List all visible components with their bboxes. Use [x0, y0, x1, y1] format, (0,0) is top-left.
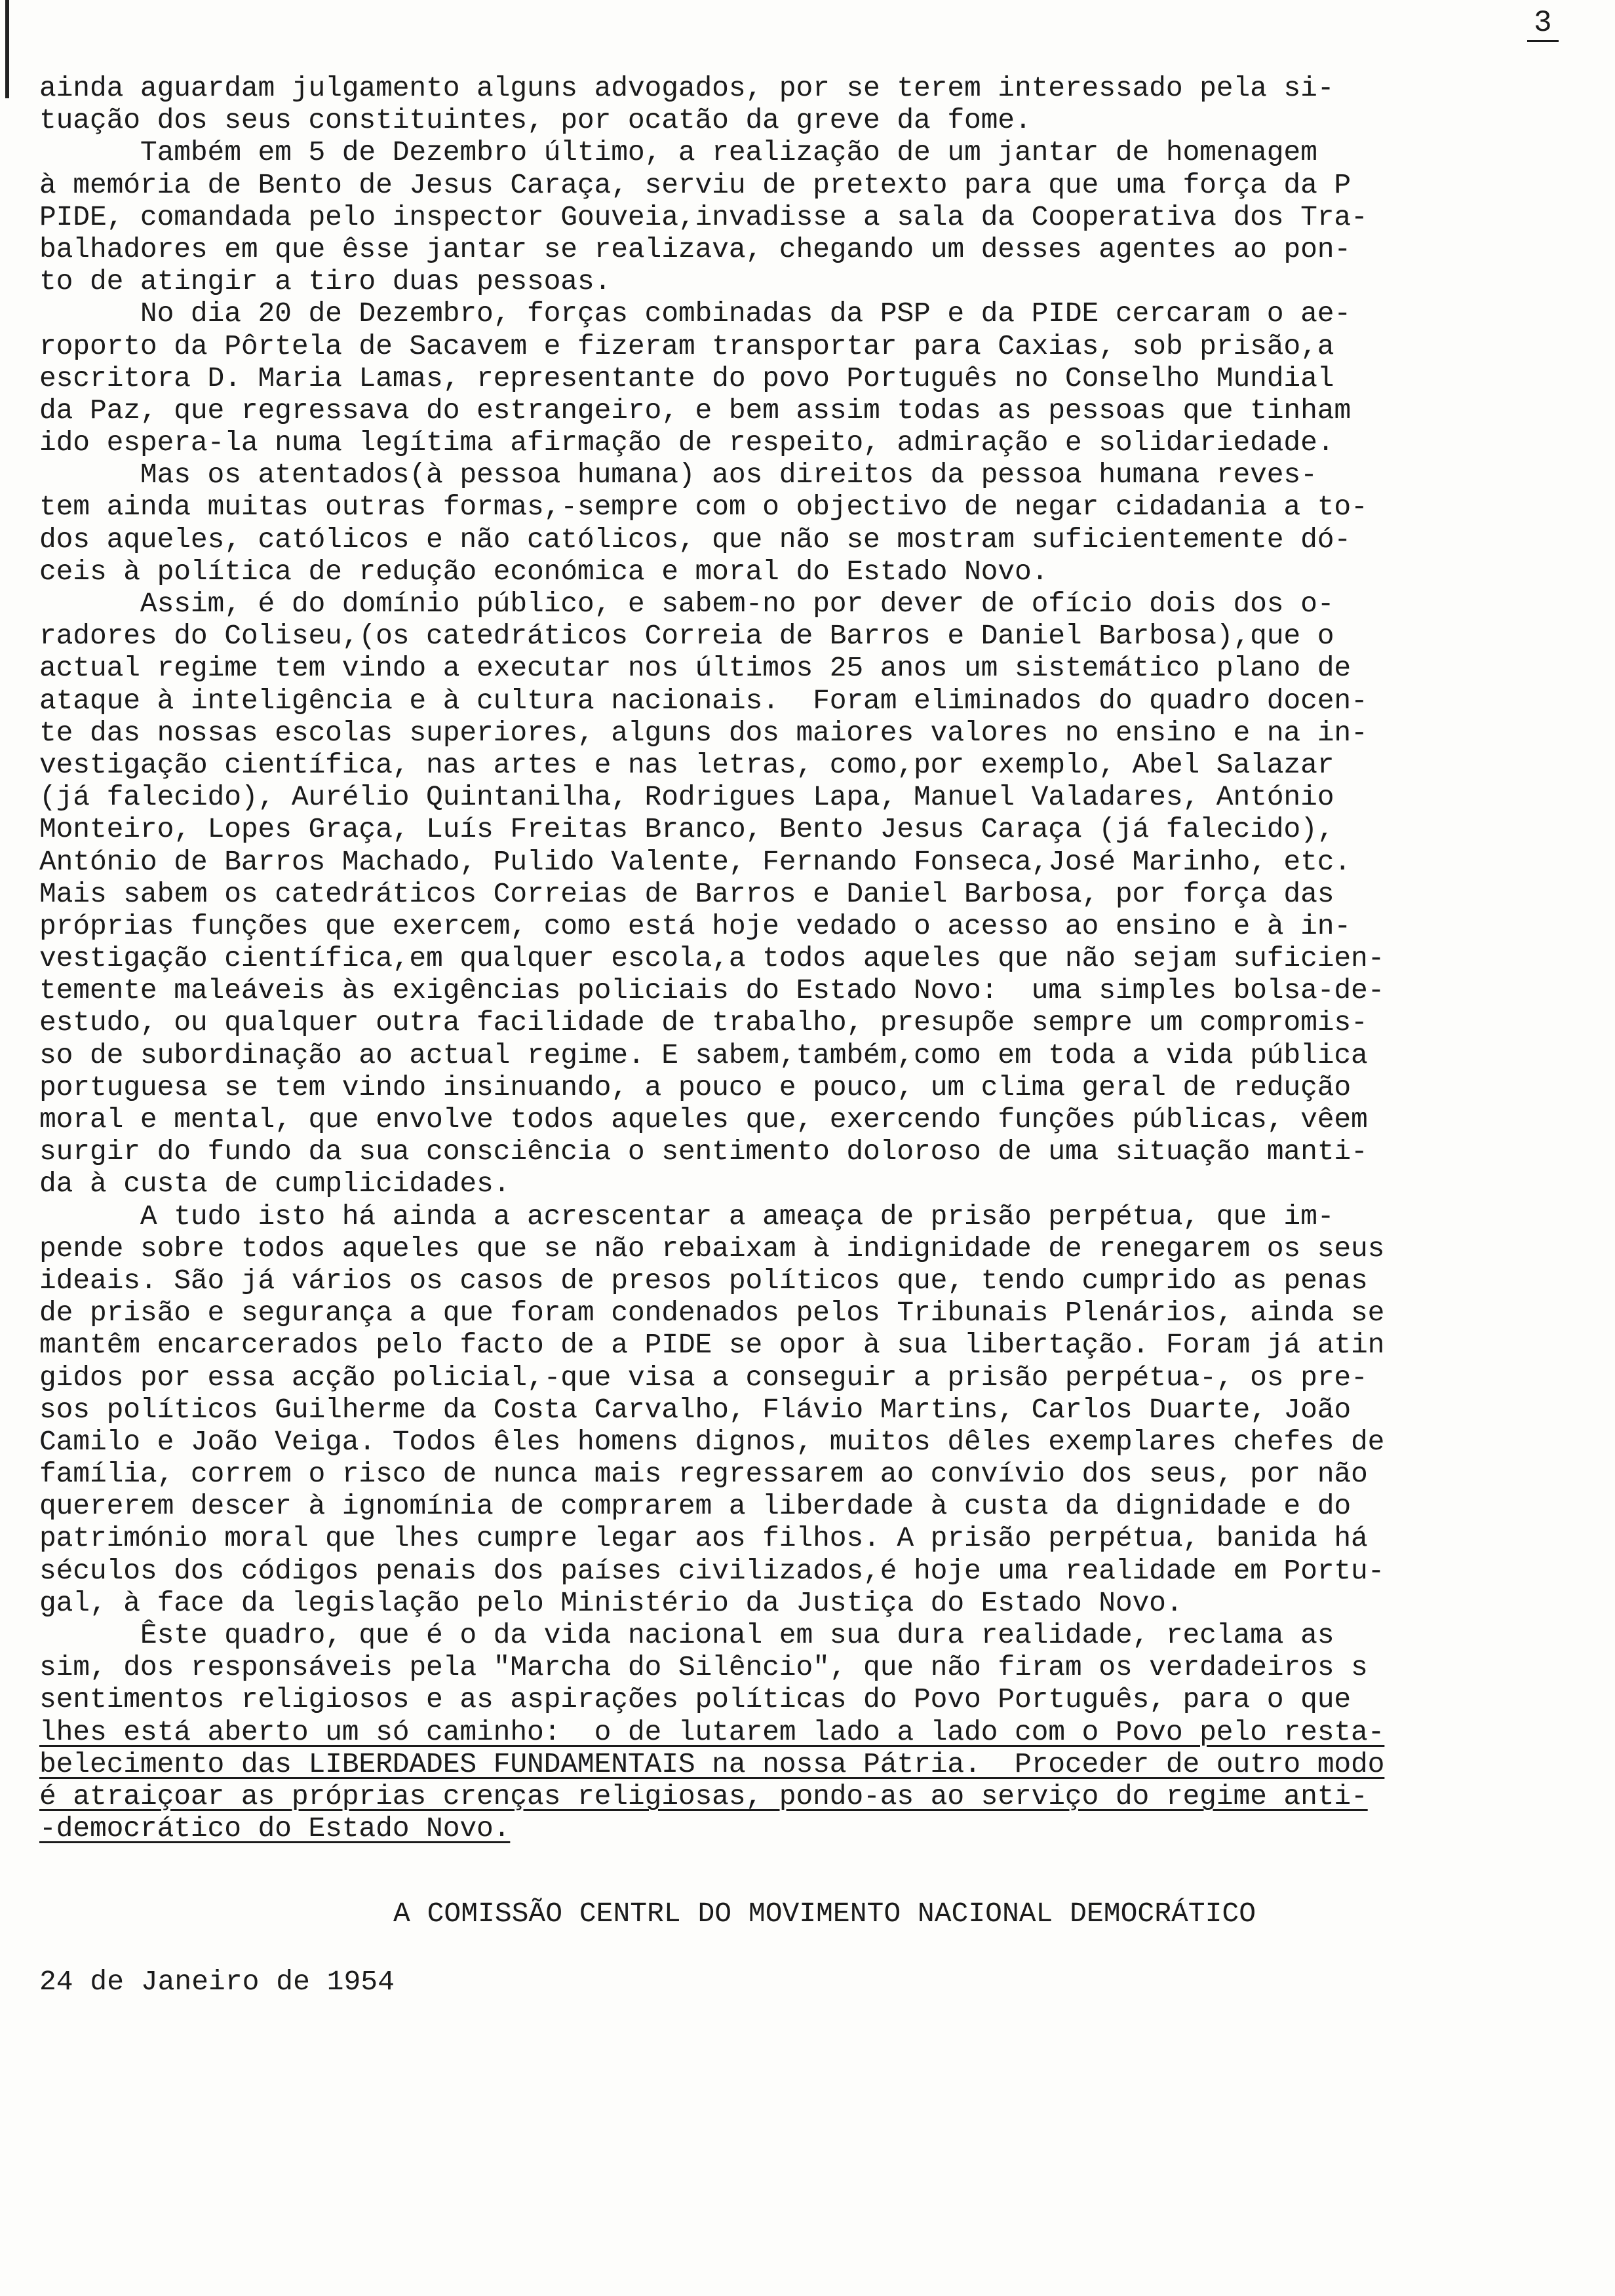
text-line: mantêm encarcerados pelo facto de a PIDE se opor à sua libertação. Foram já atin — [39, 1329, 1385, 1362]
text-line: temente maleáveis às exigências policiais do Estado Novo: uma simples bolsa-de- — [39, 974, 1385, 1007]
text-line: -democrático do Estado Novo. — [39, 1812, 511, 1845]
signature: A COMISSÃO CENTRL DO MOVIMENTO NACIONAL DEMOCRÁTICO — [393, 1898, 1256, 1930]
text-line: belecimento das LIBERDADES FUNDAMENTAIS na nossa Pátria. Proceder de outro modo — [39, 1748, 1385, 1780]
text-line: ceis à política de redução económica e moral do Estado Novo. — [39, 555, 1049, 588]
text-line: balhadores em que êsse jantar se realizava, chegando um desses agentes ao pon- — [39, 233, 1352, 265]
text-line: património moral que lhes cumpre legar aos filhos. A prisão perpétua, banida há — [39, 1522, 1368, 1555]
text-line: ainda aguardam julgamento alguns advogados, por se terem interessado pela si- — [39, 72, 1334, 104]
text-line: quererem descer à ignomínia de comprarem a liberdade à custa da dignidade e do — [39, 1490, 1352, 1523]
text-line: radores do Coliseu,(os catedráticos Correia de Barros e Daniel Barbosa),que o — [39, 620, 1334, 653]
text-line: vestigação científica, nas artes e nas letras, como,por exemplo, Abel Salazar — [39, 748, 1334, 781]
text-line: PIDE, comandada pelo inspector Gouveia,invadisse a sala da Cooperativa dos Tra- — [39, 201, 1368, 233]
text-line: A tudo isto há ainda a acrescentar a ameaça de prisão perpétua, que im- — [39, 1200, 1334, 1233]
text-line: actual regime tem vindo a executar nos últimos 25 anos um sistemático plano de — [39, 652, 1352, 685]
text-line: Também em 5 de Dezembro último, a realização de um jantar de homenagem — [39, 136, 1317, 169]
text-line: próprias funções que exercem, como está hoje vedado o acesso ao ensino e à in- — [39, 909, 1352, 942]
text-line: te das nossas escolas superiores, alguns dos maiores valores no ensino e na in- — [39, 716, 1368, 749]
text-line: dos aqueles, católicos e não católicos, que não se mostram suficientemente dó- — [39, 523, 1352, 556]
text-line: sentimentos religiosos e as aspirações políticas do Povo Português, para o que — [39, 1683, 1352, 1716]
text-line: pende sobre todos aqueles que se não rebaixam à indignidade de renegarem os seus — [39, 1232, 1385, 1265]
text-line: sos políticos Guilherme da Costa Carvalho, Flávio Martins, Carlos Duarte, João — [39, 1393, 1352, 1426]
text-line: Êste quadro, que é o da vida nacional em sua dura realidade, reclama as — [39, 1619, 1334, 1651]
text-line: vestigação científica,em qualquer escola,a todos aqueles que não sejam suficien- — [39, 942, 1385, 975]
text-line: da Paz, que regressava do estrangeiro, e bem assim todas as pessoas que tinham — [39, 394, 1352, 427]
text-line: Mais sabem os catedráticos Correias de Barros e Daniel Barbosa, por força das — [39, 877, 1334, 910]
page-number: 3 — [1527, 7, 1559, 42]
text-line: to de atingir a tiro duas pessoas. — [39, 265, 612, 298]
text-line: gal, à face da legislação pelo Ministério da Justiça do Estado Novo. — [39, 1586, 1183, 1619]
text-line: Assim, é do domínio público, e sabem-no por dever de ofício dois dos o- — [39, 588, 1334, 620]
text-line: tuação dos seus constituintes, por ocatão da greve da fome. — [39, 104, 1032, 137]
text-line: moral e mental, que envolve todos aqueles que, exercendo funções públicas, vêem — [39, 1103, 1368, 1136]
text-line: ideais. São já vários os casos de presos políticos que, tendo cumprido as penas — [39, 1264, 1368, 1297]
text-line: sim, dos responsáveis pela "Marcha do Silêncio", que não firam os verdadeiros s — [39, 1651, 1368, 1684]
text-line: portuguesa se tem vindo insinuando, a pouco e pouco, um clima geral de redução — [39, 1071, 1352, 1103]
text-line: escritora D. Maria Lamas, representante do povo Português no Conselho Mundial — [39, 362, 1334, 394]
text-line: No dia 20 de Dezembro, forças combinadas da PSP e da PIDE cercaram o ae- — [39, 297, 1352, 330]
text-line: roporto da Pôrtela de Sacavem e fizeram transportar para Caxias, sob prisão,a — [39, 330, 1334, 362]
text-line: ido espera-la numa legítima afirmação de respeito, admiração e solidariedade. — [39, 427, 1334, 459]
text-line: lhes está aberto um só caminho: o de lutarem lado a lado com o Povo pelo resta- — [39, 1715, 1385, 1748]
body-text — [39, 72, 1586, 1845]
text-line: tem ainda muitas outras formas,-sempre com o objectivo de negar cidadania a to- — [39, 491, 1368, 524]
text-line: gidos por essa acção policial,-que visa a conseguir a prisão perpétua-, os pre- — [39, 1361, 1368, 1394]
text-line: Monteiro, Lopes Graça, Luís Freitas Branco, Bento Jesus Caraça (já falecido), — [39, 813, 1334, 846]
document-date: 24 de Janeiro de 1954 — [39, 1966, 395, 1998]
text-line: António de Barros Machado, Pulido Valente, Fernando Fonseca,José Marinho, etc. — [39, 845, 1352, 878]
text-line: séculos dos códigos penais dos países civilizados,é hoje uma realidade em Portu- — [39, 1554, 1385, 1587]
margin-mark — [5, 0, 17, 98]
text-line: surgir do fundo da sua consciência o sentimento doloroso de uma situação manti- — [39, 1136, 1368, 1168]
text-line: Camilo e João Veiga. Todos êles homens dignos, muitos dêles exemplares chefes de — [39, 1425, 1385, 1458]
text-line: é atraiçoar as próprias crenças religiosas, pondo-as ao serviço do regime anti- — [39, 1780, 1368, 1812]
text-line: estudo, ou qualquer outra facilidade de trabalho, presupõe sempre um compromis- — [39, 1006, 1368, 1039]
text-line: de prisão e segurança a que foram condenados pelos Tribunais Plenários, ainda se — [39, 1297, 1385, 1330]
text-line: ataque à inteligência e à cultura nacionais. Foram eliminados do quadro docen- — [39, 684, 1368, 717]
text-line: família, correm o risco de nunca mais regressarem ao convívio dos seus, por não — [39, 1458, 1368, 1491]
text-line: Mas os atentados(à pessoa humana) aos direitos da pessoa humana reves- — [39, 459, 1317, 491]
text-line: (já falecido), Aurélio Quintanilha, Rodrigues Lapa, Manuel Valadares, António — [39, 781, 1334, 814]
text-line: à memória de Bento de Jesus Caraça, serviu de pretexto para que uma força da P — [39, 168, 1352, 201]
text-line: da à custa de cumplicidades. — [39, 1168, 511, 1200]
text-line: so de subordinação ao actual regime. E sabem,também,como em toda a vida pública — [39, 1039, 1368, 1071]
